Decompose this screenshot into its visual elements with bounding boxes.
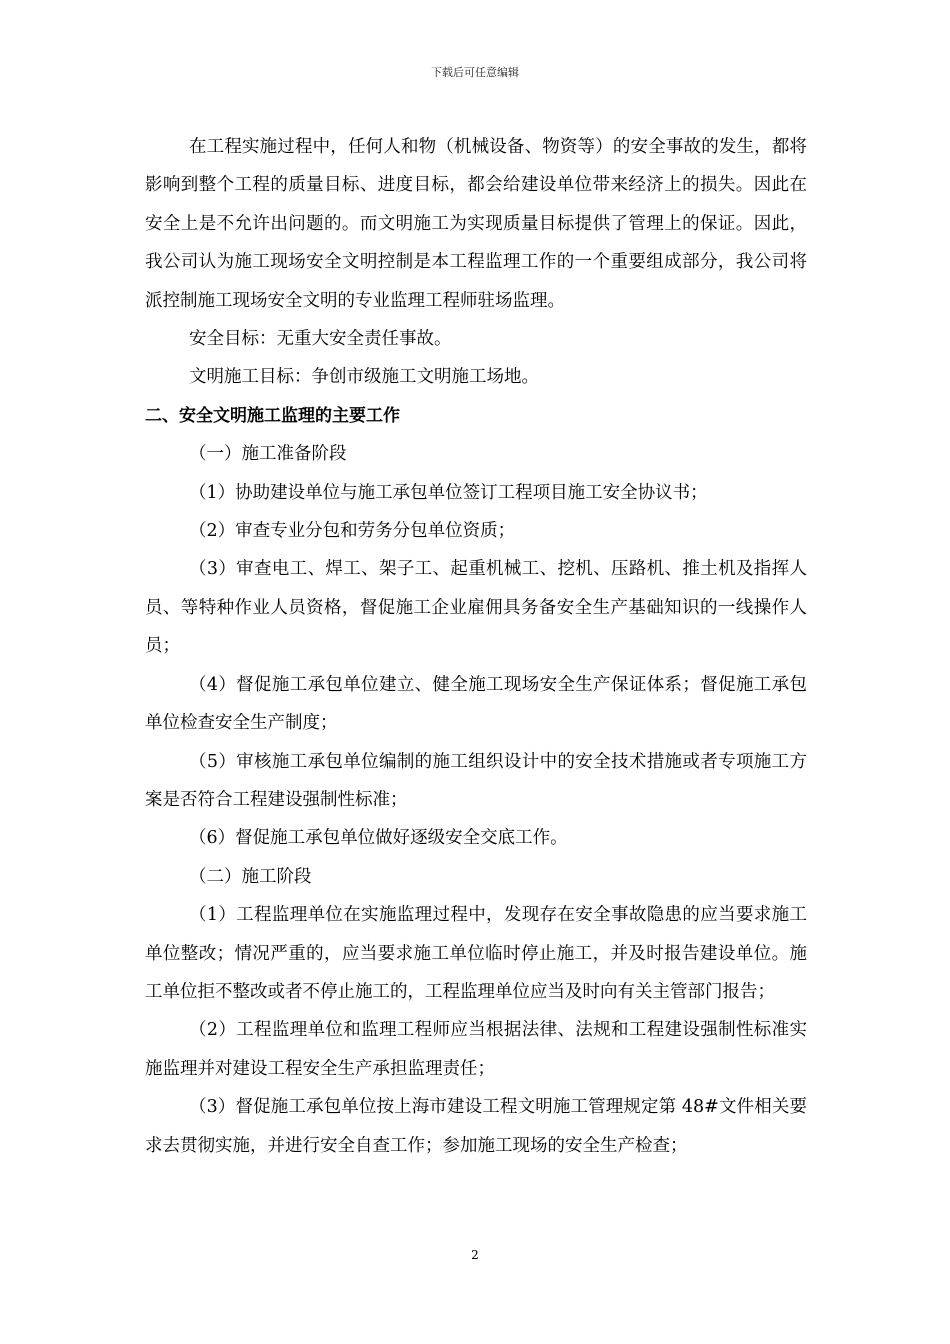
document-body: [145, 128, 807, 1165]
stage1-title: （一）施工准备阶段: [189, 444, 347, 465]
paragraph-civil-goal: 文明施工目标：争创市级施工文明施工场地。: [189, 367, 539, 388]
paragraph-intro: 在工程实施过程中，任何人和物（机械设备、物资等）的安全事故的发生，都将影响到整个工程的质量目标、进度目标，都会给建设单位带来经济上的损失。因此在安全上是不允许出问题的。而文明施工为实现质量目标提供了管理上的保证。因此，我公司认为施工现场安全文明控制是本工程监理工作的一个重要组成部分，我公司将派控制施工现场安全文明的专业监理工程师驻场监理。: [145, 137, 807, 311]
stage1-item-2: （2）审查专业分包和劳务分包单位资质；: [189, 521, 516, 542]
page-header: 下载后可任意编辑: [431, 66, 519, 79]
stage1-item-1: （1）协助建设单位与施工承包单位签订工程项目施工安全协议书；: [189, 482, 708, 503]
stage1-item-6: （6）督促施工承包单位做好逐级安全交底工作。: [189, 828, 568, 849]
stage2-item-3: （3）督促施工承包单位按上海市建设工程文明施工管理规定第 48#文件相关要求去贯彻实施，并进行安全自查工作；参加施工现场的安全生产检查；: [145, 1097, 807, 1156]
stage2-item-1: （1）工程监理单位在实施监理过程中，发现存在安全事故隐患的应当要求施工单位整改；情况严重的，应当要求施工单位临时停止施工，并及时报告建设单位。施工单位拒不整改或者不停止施工的，工程监理单位应当及时向有关主管部门报告；: [145, 905, 807, 1002]
stage1-item-3: （3）审查电工、焊工、架子工、起重机械工、挖机、压路机、推土机及指挥人员、等特种作业人员资格，督促施工企业雇佣具务备安全生产基础知识的一线操作人员；: [145, 559, 807, 657]
stage1-item-5: （5）审核施工承包单位编制的施工组织设计中的安全技术措施或者专项施工方案是否符合工程建设强制性标准；: [145, 751, 807, 810]
paragraph-safety-goal: 安全目标：无重大安全责任事故。: [189, 329, 452, 350]
page-number: 2: [471, 1248, 479, 1262]
stage1-item-4: （4）督促施工承包单位建立、健全施工现场安全生产保证体系；督促施工承包单位检查安全生产制度；: [145, 674, 807, 734]
stage2-title: （二）施工阶段: [189, 866, 312, 887]
stage2-item-2: （2）工程监理单位和监理工程师应当根据法律、法规和工程建设强制性标准实施监理并对建设工程安全生产承担监理责任；: [145, 1020, 807, 1079]
section-heading: 二、安全文明施工监理的主要工作: [145, 405, 400, 426]
